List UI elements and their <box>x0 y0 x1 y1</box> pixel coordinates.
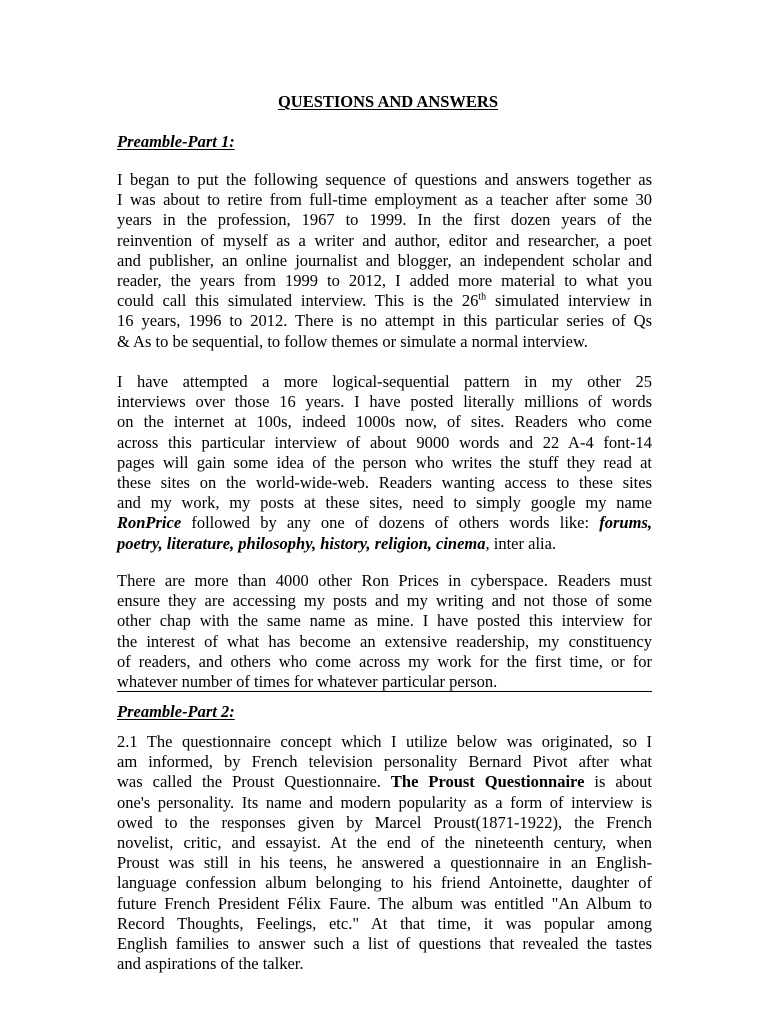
text-line: 2.1 The questionnaire concept which I utilize below was originated, so I <box>117 732 652 751</box>
section-heading-preamble-1: Preamble-Part 1: <box>117 132 235 151</box>
text-segment: simulated interview in <box>486 291 652 311</box>
text-line: and my work, my posts at these sites, need to simply google my name <box>117 493 652 513</box>
ordinal-superscript: th <box>478 291 487 303</box>
text-line: I was about to retire from full-time employment as a teacher after some 30 <box>117 190 652 210</box>
paragraph-proust-questionnaire <box>117 732 652 974</box>
text-line: and publisher, an online journalist and blogger, an independent scholar and <box>117 250 652 270</box>
text-line: & As to be sequential, to follow themes or simulate a normal interview. <box>117 331 588 351</box>
text-line: other chap with the same name as mine. I have posted this interview for <box>117 611 652 631</box>
text-segment: was called the Proust Questionnaire. <box>117 772 391 792</box>
text-line: reinvention of myself as a writer and author, editor and researcher, a poet <box>117 230 652 250</box>
text-line: pages will gain some idea of the person who writes the stuff they read at <box>117 452 652 472</box>
paragraph-ron-prices <box>117 571 652 692</box>
text-line: Record Thoughts, Feelings, etc." At that time, it was popular among <box>117 913 652 933</box>
text-line: and aspirations of the talker. <box>117 954 304 974</box>
section-divider <box>117 691 652 692</box>
text-line: reader, the years from 1999 to 2012, I added more material to what you <box>117 270 652 290</box>
text-line: one's personality. Its name and modern popularity as a form of interview is <box>117 792 652 812</box>
text-segment: is about <box>584 772 652 792</box>
keyword-emphasis: poetry, literature, philosophy, history, religion, cinema <box>117 533 486 553</box>
paragraph-intro <box>117 170 652 352</box>
text-segment: , inter alia. <box>485 533 557 553</box>
text-line: owed to the responses given by Marcel Proust(1871-1922), the French <box>117 812 652 832</box>
paragraph-logical-pattern <box>117 372 652 554</box>
text-line: language confession album belonging to his friend Antoinette, daughter of <box>117 873 652 893</box>
text-line: of readers, and others who come across my work for the first time, or for <box>117 651 652 671</box>
text-line: I began to put the following sequence of questions and answers together as <box>117 170 652 189</box>
text-line <box>117 513 652 533</box>
text-line <box>117 291 652 311</box>
text-line: years in the profession, 1967 to 1999. In the first dozen years of the <box>117 210 652 230</box>
author-name-emphasis: RonPrice <box>117 513 182 533</box>
keyword-emphasis: forums, <box>599 513 652 533</box>
text-line: future French President Félix Faure. The album was entitled "An Album to <box>117 893 652 913</box>
text-line: whatever number of times for whatever particular person. <box>117 671 498 691</box>
text-line: English families to answer such a list of questions that revealed the tastes <box>117 933 652 953</box>
text-line: across this particular interview of about 9000 words and 22 A-4 font-14 <box>117 432 652 452</box>
text-segment: followed by any one of dozens of others words like: <box>181 513 600 533</box>
text-line: 16 years, 1996 to 2012. There is no attempt in this particular series of Qs <box>117 311 652 331</box>
text-line: these sites on the world-wide-web. Readers wanting access to these sites <box>117 472 652 492</box>
text-line: interviews over those 16 years. I have posted literally millions of words <box>117 392 652 412</box>
proust-questionnaire-emphasis: The Proust Questionnaire <box>390 772 585 792</box>
text-line: I have attempted a more logical-sequential pattern in my other 25 <box>117 372 652 391</box>
text-line: the interest of what has become an extensive readership, my constituency <box>117 631 652 651</box>
section-heading-preamble-2: Preamble-Part 2: <box>117 702 235 721</box>
text-line: novelist, critic, and essayist. At the end of the nineteenth century, when <box>117 832 652 852</box>
text-line: There are more than 4000 other Ron Prices in cyberspace. Readers must <box>117 571 652 590</box>
text-line: Proust was still in his teens, he answered a questionnaire in an English- <box>117 853 652 873</box>
document-title: QUESTIONS AND ANSWERS <box>277 92 499 111</box>
text-segment: could call this simulated interview. This is the 26 <box>117 291 479 311</box>
text-line <box>117 534 652 554</box>
text-line: ensure they are accessing my posts and my writing and not those of some <box>117 591 652 611</box>
text-line <box>117 772 652 792</box>
text-line: on the internet at 100s, indeed 1000s now, of sites. Readers who come <box>117 412 652 432</box>
text-line: am informed, by French television personality Bernard Pivot after what <box>117 752 652 772</box>
